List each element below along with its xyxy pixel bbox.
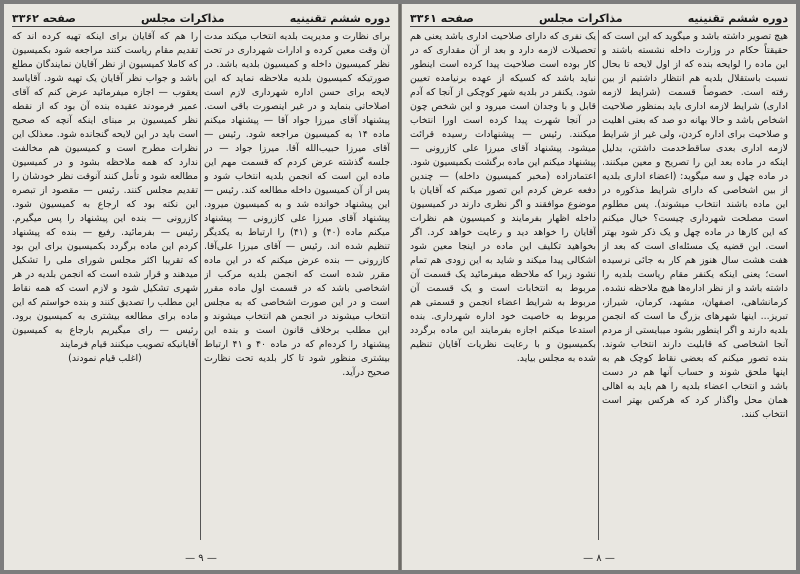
left-page-left-column (12, 30, 198, 540)
left-page-right-column (204, 30, 390, 540)
right-page-footer: — ۸ — (583, 553, 615, 564)
left-header-title: مذاکرات مجلس (140, 11, 225, 25)
left-header-page-number: صفحه ۳۳۶۲ (12, 11, 76, 25)
left-header-volume: دوره ششم تقنینیه (289, 11, 390, 25)
left-page-header (12, 10, 390, 27)
left-page-right-column-text: برای نظارت و مدیریت بلدیه انتخاب میکند مدت آن وقت معین کرده و ادارات شهرداری در تحت نظر کمیسیون داخله و کمیسیون بلدیه باشد. در صورتیکه کمیسیون بلدیه ملاحظه نماید که این لایحه برای حسن اداره شهرداری لازم است اصلاحاتی بنماید و در غیر اینصورت باقی است. پیشنهاد آقای میرزا جواد آقا — پیشنهاد میکنم ماده ۱۴ به کمیسیون مراجعه شود. رئیس — آقای میرزا حبیب‌الله آقا. میرزا جواد — در جلسه گذشته عرض کردم که قسمت مهم این ماده این است که انجمن بلدیه انتخاب شود و پس از آن کمیسیون داخله مطالعه کند. رئیس — این پیشنهاد خوانده شد و به کمیسیون میرود. پیشنهاد آقای میرزا علی کازرونی — پیشنهاد میکنم ماده (۴۰) و (۴۱) را ارتباط به یکدیگر تنظیم شده اند. رئیس — آقای میرزا علی‌آقا. کازرونی — بنده عرض میکنم که در این ماده مقرر شده است که انجمن بلدیه مرکب از اشخاصی باشد که در قسمت اول ماده مقرر است و در این صورت اشخاصی که به مجلس انتخاب میشوند در انجمن هم انتخاب میشوند و این مطلب برخلاف قانون است و بنده این پیشنهاد را کرده‌ام که در ماده ۴۰ و ۴۱ ارتباط بیشتری منظور شود تا کار بلدیه تحت نظارت صحیح درآید. (204, 31, 390, 378)
right-header-title: مذاکرات مجلس (538, 11, 623, 25)
right-header-volume: دوره ششم تقنینیه (687, 11, 788, 25)
right-page (402, 4, 796, 570)
left-page-footer: — ۹ — (185, 553, 217, 564)
right-page-right-column-text: هیچ تصویر داشته باشد و میگوید که این است که حقیقتاً حکام در وزارت داخله نشسته باشند و این ماده را لوایحه بنده که از اول لایحه تا بحال نسبت باستقلال بلدیه هم انتظار داشتیم از بین رفته است. خصوصاً قسمت (شرایط لازمه اداری) شرایط لازمه اداری باید بمنظور صلاحیت اشخاص باشد و حالا بهانه دو صد که بعنی اهلیت و صلاحیت برای اداره کردن، ولی غیر از شرایط لازمه اداری بعدی ساقط‌خدمت داشتن، بدلیل اینکه در ماده بعد این را تصریح و معین میکنند. در ماده چهل و سه میگوید: (اعضاء اداری بلدیه از بین اشخاصی که دارای شرایط مذکوره در این ماده باشند انتخاب میشوند). پس مطلوم است مصلحت شهرداری چیست؟ خیال میکنم که این کارها در ماده چهل و یک ذکر شود بهتر است. این قضیه یک مسئله‌ای است که بعد از هفت هشت سال هنوز هم کار به جائی نرسیده است؛ یعنی اینکه یکنفر مقام ریاست بلدیه را داشته باشد و از نظر اداره‌ها هیچ ملاحظه نشده. کرمانشاهی، اصفهان، مشهد، کرمان، شیراز، تبریز... اینها شهرهای بزرگ ما است که انجمن بلدیه دارند و اگر اینطور بشود میبایستی از مردم آنجا اشخاصی که قابلیت دارند انتخاب شوند. بنده تصور میکنم که بعضی نقاط کوچک هم به اینها ملحق شوند و حساب آنها هم در دست باشد و انتخاب اعضاء بلدیه را هم باید به اهالی همان محل واگذار کرد که هرکس بهتر است انتخاب کنند. (602, 31, 788, 420)
right-page-header (410, 10, 788, 27)
applause-note: (اغلب قیام نمودند) (68, 353, 142, 364)
left-page-column-divider (200, 30, 201, 540)
right-page-left-column (410, 30, 596, 540)
book-spread (4, 4, 796, 570)
right-header-page-number: صفحه ۳۳۶۱ (410, 11, 474, 25)
left-page (4, 4, 398, 570)
right-page-right-column (602, 30, 788, 540)
right-page-left-column-text: یک نفری که دارای صلاحیت اداری باشد یعنی هم تحصیلات لازمه دارد و بعد از آن مقداری که در کار بوده است صلاحیت پیدا کرده است اینطور نباید باشد که کسیکه از عهده برنیامده تعیین شود. یکنفر در بلدیه شهر کوچکی از آنجا که آدم قابل و با وجدان است میرود و این شخص چون در آنجا شهرت پیدا کرده است اورا انتخاب میکنند. رئیس — پیشنهادات رسیده قرائت میشود. پیشنهاد آقای میرزا علی کازرونی — پیشنهاد میکنم این ماده برگشت بکمیسیون شود. اعتمادزاده (مخبر کمیسیون داخله) — چندین دفعه عرض کردم این تصور میکنم که آقایان با موضوع موافقند و اگر نظری دارند در کمیسیون داخله اظهار بفرمایند و کمیسیون هم نظرات آقایان را خواهد دید و رعایت خواهد کرد. اگر بخواهید تکلیف این ماده در اینجا معین شود اشکالی پیدا میکند و شاید به این زودی هم تمام نشود زیرا که ملاحظه میفرمائید یک قسمت آن مربوط به انتخابات است و یک قسمت آن مربوط به شرایط اعضاء انجمن و قسمتی هم مربوط به خاصیت خود اداره شهرداری. بنده استدعا میکنم اجازه بفرمایند این ماده برگردد بکمیسیون و با رعایت نظریات آقایان تنظیم شده به مجلس بیاید. (410, 31, 596, 364)
left-page-left-column-text: را هم که آقایان برای اینکه تهیه کرده اند که تقدیم مقام ریاست کنند مراجعه شود بکمیسیون که کاملا کمیسیون از نظر آقایان نمایندگان مطلع باشد و جواب نظر آقایان یک تهیه شود. آقایاسد یعقوب — اجازه میفرمائید عرض کنم که آقای عمیر فرمودند عقیده بنده آن بود که از نقطه نظر کمیسیون بر مبنای اینکه آنچه که صحیح است باید در این لایحه گنجانده شود. معذلک این نظرات مطرح است و کمیسیون هم مخالفت ندارد که همه ملاحظه بشود و در کمیسیون مطالعه شود و تأمل کنند آنوقت نظر خودشان را تقدیم مجلس کنند. رئیس — مقصود از تبصره این نکته بود که ارجاع به کمیسیون شود. کازرونی — بنده این پیشنهاد را پس میگیرم. رئیس — بفرمائید. رفیع — بنده که پیشنهاد کردم این ماده برگردد بکمیسیون برای این بود که تقریبا اکثر مجلس شورای ملی را تشکیل میدهند و قرار شده است که انجمن بلدیه در هر شهری تشکیل شود و لازم است که همه نقاط این مطلب را تصدیق کنند و بنده خواستم که این ماده برای مطالعه بیشتری به کمیسیون برود. رئیس — رای میگیریم بارجاع به کمیسیون آقایانیکه تصویب میکنند قیام فرمایند (12, 31, 198, 350)
right-page-column-divider (598, 30, 599, 540)
